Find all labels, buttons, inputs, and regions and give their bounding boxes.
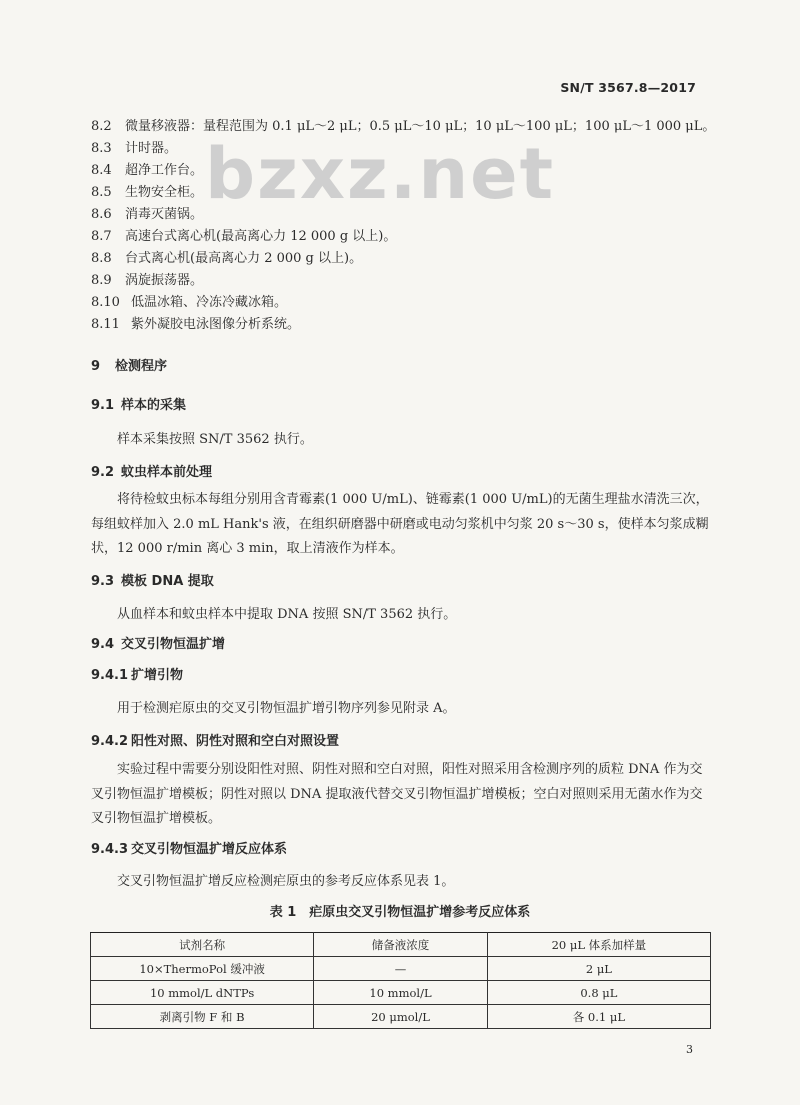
- paragraph: 从血样本和蚊虫样本中提取 DNA 按照 SN/T 3562 执行。: [117, 607, 457, 622]
- table-cell: 10×ThermoPol 缓冲液: [91, 957, 314, 981]
- section-number: 9.2: [91, 465, 115, 480]
- item-number: 8.6: [91, 207, 112, 222]
- table-header: 20 μL 体系加样量: [487, 933, 710, 957]
- item-text: 台式离心机(最高离心力 2 000 g 以上)。: [125, 251, 363, 266]
- subsubsection-heading: [91, 838, 287, 857]
- paragraph: 实验过程中需要分别设阳性对照、阴性对照和空白对照，阳性对照采用含检测序列的质粒 DNA 作为交叉引物恒温扩增模板；阴性对照以 DNA 提取液代替交叉引物恒温扩增模板；空白对照则采用无菌水作为交叉引物恒温扩增模板。: [91, 762, 703, 826]
- item-text: 消毒灭菌锅。: [125, 207, 204, 222]
- table-cell: 20 μmol/L: [314, 1005, 488, 1029]
- item-text: 高速台式离心机(最高离心力 12 000 g 以上)。: [125, 229, 397, 244]
- section-number: 9.4.2: [91, 734, 129, 749]
- paragraph: 交叉引物恒温扩增反应检测疟原虫的参考反应体系见表 1。: [117, 874, 455, 889]
- section-title: 模板 DNA 提取: [121, 574, 214, 589]
- item-number: 8.3: [91, 141, 112, 156]
- item-number: 8.11: [91, 317, 120, 332]
- table-cell: —: [314, 957, 488, 981]
- watermark: bzxz.net: [205, 133, 556, 215]
- table-cell: 各 0.1 μL: [487, 1005, 710, 1029]
- paragraph: 用于检测疟原虫的交叉引物恒温扩增引物序列参见附录 A。: [117, 701, 456, 716]
- section-title: 检测程序: [115, 359, 168, 374]
- list-item: [91, 159, 203, 178]
- section-title: 样本的采集: [121, 398, 187, 413]
- list-item: [91, 181, 203, 200]
- section-title: 阳性对照、阴性对照和空白对照设置: [131, 734, 340, 749]
- list-item: [91, 313, 300, 332]
- item-number: 8.5: [91, 185, 112, 200]
- list-item: [91, 247, 362, 266]
- table-cell: 0.8 μL: [487, 981, 710, 1005]
- table-caption: 表 1 疟原虫交叉引物恒温扩增参考反应体系: [269, 905, 531, 920]
- list-item: [91, 137, 177, 156]
- page-number: 3: [686, 1043, 693, 1056]
- item-number: 8.8: [91, 251, 112, 266]
- item-number: 8.9: [91, 273, 112, 288]
- table-row: [91, 957, 711, 981]
- item-text: 低温冰箱、冷冻冷藏冰箱。: [131, 295, 288, 310]
- table-cell: 剥离引物 F 和 B: [91, 1005, 314, 1029]
- section-title: 蚊虫样本前处理: [121, 465, 213, 480]
- section-number: 9.3: [91, 574, 115, 589]
- item-text: 超净工作台。: [125, 163, 204, 178]
- table-row: [91, 1005, 711, 1029]
- section-number: 9.4.1: [91, 668, 129, 683]
- item-number: 8.4: [91, 163, 112, 178]
- list-item: [91, 225, 396, 244]
- table-cell: 10 mmol/L dNTPs: [91, 981, 314, 1005]
- table-row: [91, 981, 711, 1005]
- item-number: 8.10: [91, 295, 120, 310]
- subsection-heading: [91, 570, 214, 589]
- list-item: [91, 115, 715, 134]
- table-header: 储备液浓度: [314, 933, 488, 957]
- list-item: [91, 203, 203, 222]
- section-number: 9.1: [91, 398, 115, 413]
- subsubsection-heading: [91, 664, 183, 683]
- table-header: 试剂名称: [91, 933, 314, 957]
- list-item: [91, 291, 287, 310]
- item-text: 紫外凝胶电泳图像分析系统。: [131, 317, 301, 332]
- subsection-heading: [91, 633, 225, 652]
- table-cell: 2 μL: [487, 957, 710, 981]
- subsection-heading: [91, 461, 212, 480]
- section-number: 9: [91, 359, 101, 374]
- section-title: 交叉引物恒温扩增: [121, 637, 226, 652]
- section-number: 9.4.3: [91, 842, 129, 857]
- subsection-heading: [91, 394, 186, 413]
- item-text: 涡旋振荡器。: [125, 273, 204, 288]
- item-text: 生物安全柜。: [125, 185, 204, 200]
- reaction-table: [90, 932, 711, 1029]
- item-text: 微量移液器：量程范围为 0.1 μL～2 μL；0.5 μL～10 μL；10 μL～100 μL；100 μL～1 000 μL。: [125, 119, 716, 134]
- paragraph: 将待检蚊虫标本每组分别用含青霉素(1 000 U/mL)、链霉素(1 000 U/mL)的无菌生理盐水清洗三次，每组蚊样加入 2.0 mL Hank's 液，在组织研磨器中研磨或电动匀浆机中匀浆 20 s～30 s，使样本匀浆成糊状，12 000 r/min 离心 3 min，取上清液作为样本。: [91, 492, 709, 556]
- section-title: 扩增引物: [131, 668, 184, 683]
- standard-code: SN/T 3567.8—2017: [560, 80, 696, 95]
- subsubsection-heading: [91, 730, 339, 749]
- section-title: 交叉引物恒温扩增反应体系: [131, 842, 288, 857]
- paragraph: 样本采集按照 SN/T 3562 执行。: [117, 432, 313, 447]
- section-number: 9.4: [91, 637, 115, 652]
- list-item: [91, 269, 203, 288]
- item-number: 8.2: [91, 119, 112, 134]
- section-heading: [91, 355, 167, 374]
- item-number: 8.7: [91, 229, 112, 244]
- item-text: 计时器。: [125, 141, 178, 156]
- table-cell: 10 mmol/L: [314, 981, 488, 1005]
- table-header-row: [91, 933, 711, 957]
